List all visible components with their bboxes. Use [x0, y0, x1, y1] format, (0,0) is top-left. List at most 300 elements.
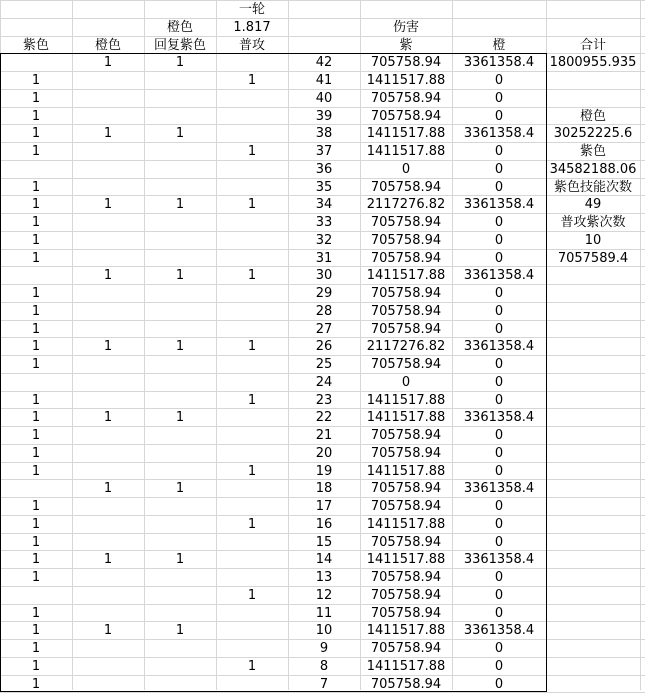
data-cell[interactable]: 3361358.4 — [463, 268, 535, 283]
data-cell[interactable] — [145, 179, 215, 197]
data-cell[interactable]: 1 — [31, 677, 41, 692]
data-cell[interactable]: 1 — [31, 180, 41, 195]
data-cell[interactable]: 705758.94 — [370, 251, 442, 266]
data-cell[interactable]: 1 — [31, 659, 41, 674]
data-cell[interactable]: 705758.94 — [370, 606, 442, 621]
summary-cell[interactable] — [547, 605, 639, 623]
data-cell[interactable]: 10 — [315, 623, 333, 638]
data-cell[interactable] — [145, 143, 215, 161]
data-cell[interactable] — [145, 392, 215, 410]
data-cell[interactable]: 7 — [319, 677, 329, 692]
data-cell[interactable]: 0 — [494, 677, 504, 692]
summary-cell[interactable] — [547, 285, 639, 303]
summary-cell[interactable] — [547, 658, 639, 676]
data-cell[interactable]: 1 — [247, 339, 257, 354]
data-cell[interactable] — [145, 232, 215, 250]
data-cell[interactable]: 1 — [103, 623, 113, 638]
data-cell[interactable] — [217, 108, 287, 126]
data-cell[interactable] — [73, 374, 143, 392]
data-cell[interactable] — [73, 463, 143, 481]
data-cell[interactable] — [217, 250, 287, 268]
data-cell[interactable]: 2117276.82 — [366, 339, 446, 354]
data-cell[interactable]: 1 — [31, 286, 41, 301]
header-cell[interactable]: 紫 — [399, 38, 413, 53]
data-cell[interactable]: 3361358.4 — [463, 623, 535, 638]
data-cell[interactable] — [73, 72, 143, 90]
data-cell[interactable]: 1 — [31, 197, 41, 212]
data-cell[interactable]: 40 — [315, 91, 333, 106]
data-cell[interactable]: 1 — [31, 606, 41, 621]
data-cell[interactable]: 0 — [494, 304, 504, 319]
data-cell[interactable]: 33 — [315, 215, 333, 230]
data-cell[interactable] — [217, 551, 287, 569]
header-cell[interactable]: 伤害 — [392, 20, 419, 35]
summary-cell[interactable] — [547, 321, 639, 339]
data-cell[interactable]: 9 — [319, 641, 329, 656]
summary-cell[interactable] — [547, 90, 639, 108]
summary-cell[interactable]: 7057589.4 — [557, 251, 629, 266]
data-cell[interactable]: 1 — [31, 126, 41, 141]
data-cell[interactable]: 1 — [31, 233, 41, 248]
data-cell[interactable]: 1 — [247, 517, 257, 532]
data-cell[interactable]: 16 — [315, 517, 333, 532]
summary-cell[interactable] — [547, 338, 639, 356]
data-cell[interactable]: 1 — [31, 641, 41, 656]
data-cell[interactable] — [217, 285, 287, 303]
data-cell[interactable]: 1411517.88 — [366, 552, 446, 567]
data-cell[interactable]: 705758.94 — [370, 215, 442, 230]
data-cell[interactable] — [145, 658, 215, 676]
data-cell[interactable]: 1 — [175, 552, 185, 567]
data-cell[interactable] — [217, 303, 287, 321]
data-cell[interactable]: 1 — [31, 393, 41, 408]
data-cell[interactable]: 0 — [494, 659, 504, 674]
data-cell[interactable]: 1 — [31, 91, 41, 106]
data-cell[interactable] — [217, 640, 287, 658]
data-cell[interactable]: 0 — [494, 180, 504, 195]
summary-cell[interactable] — [547, 569, 639, 587]
data-cell[interactable]: 705758.94 — [370, 588, 442, 603]
data-cell[interactable]: 705758.94 — [370, 535, 442, 550]
summary-cell[interactable] — [547, 498, 639, 516]
data-cell[interactable]: 1 — [31, 339, 41, 354]
data-cell[interactable]: 0 — [494, 251, 504, 266]
data-cell[interactable]: 19 — [315, 464, 333, 479]
data-cell[interactable]: 705758.94 — [370, 677, 442, 692]
data-cell[interactable]: 25 — [315, 357, 333, 372]
data-cell[interactable] — [73, 250, 143, 268]
data-cell[interactable]: 34 — [315, 197, 333, 212]
data-cell[interactable] — [217, 161, 287, 179]
data-cell[interactable]: 0 — [494, 499, 504, 514]
data-cell[interactable] — [145, 90, 215, 108]
data-cell[interactable]: 0 — [494, 428, 504, 443]
data-cell[interactable] — [73, 445, 143, 463]
data-cell[interactable]: 0 — [494, 446, 504, 461]
summary-cell[interactable] — [547, 303, 639, 321]
data-cell[interactable]: 1 — [31, 428, 41, 443]
data-cell[interactable]: 1 — [103, 410, 113, 425]
data-cell[interactable] — [73, 321, 143, 339]
summary-cell[interactable] — [547, 72, 639, 90]
data-cell[interactable]: 1 — [103, 339, 113, 354]
data-cell[interactable]: 1 — [31, 304, 41, 319]
summary-cell[interactable] — [547, 392, 639, 410]
data-cell[interactable] — [73, 303, 143, 321]
data-cell[interactable]: 42 — [315, 55, 333, 70]
summary-cell[interactable] — [547, 356, 639, 374]
data-cell[interactable]: 1 — [175, 339, 185, 354]
data-cell[interactable] — [145, 161, 215, 179]
data-cell[interactable]: 705758.94 — [370, 357, 442, 372]
data-cell[interactable]: 1 — [175, 126, 185, 141]
data-cell[interactable]: 0 — [494, 517, 504, 532]
summary-cell[interactable]: 30252225.6 — [553, 126, 633, 141]
data-cell[interactable]: 1 — [31, 517, 41, 532]
header-cell[interactable]: 紫色 — [22, 38, 49, 53]
data-cell[interactable] — [217, 569, 287, 587]
data-cell[interactable] — [73, 658, 143, 676]
data-cell[interactable]: 29 — [315, 286, 333, 301]
data-cell[interactable] — [1, 54, 71, 72]
data-cell[interactable]: 0 — [494, 91, 504, 106]
data-cell[interactable] — [1, 587, 71, 605]
data-cell[interactable] — [73, 143, 143, 161]
data-cell[interactable]: 21 — [315, 428, 333, 443]
data-cell[interactable] — [145, 250, 215, 268]
data-cell[interactable]: 1411517.88 — [366, 464, 446, 479]
data-cell[interactable] — [145, 605, 215, 623]
data-cell[interactable]: 705758.94 — [370, 109, 442, 124]
data-cell[interactable] — [217, 534, 287, 552]
data-cell[interactable] — [145, 569, 215, 587]
data-cell[interactable]: 0 — [401, 162, 411, 177]
data-cell[interactable]: 705758.94 — [370, 641, 442, 656]
data-cell[interactable]: 8 — [319, 659, 329, 674]
data-cell[interactable]: 36 — [315, 162, 333, 177]
data-cell[interactable]: 1411517.88 — [366, 410, 446, 425]
data-cell[interactable]: 705758.94 — [370, 481, 442, 496]
summary-cell[interactable] — [547, 676, 639, 694]
data-cell[interactable]: 1 — [247, 197, 257, 212]
data-cell[interactable]: 1 — [175, 410, 185, 425]
data-cell[interactable]: 1 — [247, 464, 257, 479]
data-cell[interactable] — [217, 356, 287, 374]
data-cell[interactable] — [1, 161, 71, 179]
data-cell[interactable] — [145, 427, 215, 445]
summary-cell[interactable]: 10 — [584, 233, 602, 248]
summary-cell[interactable] — [547, 640, 639, 658]
data-cell[interactable]: 0 — [401, 375, 411, 390]
summary-cell[interactable]: 普攻紫次数 — [560, 215, 626, 230]
header-cell[interactable]: 回复紫色 — [153, 38, 206, 53]
data-cell[interactable]: 1 — [103, 126, 113, 141]
data-cell[interactable] — [145, 374, 215, 392]
data-cell[interactable]: 0 — [494, 233, 504, 248]
data-cell[interactable]: 17 — [315, 499, 333, 514]
data-cell[interactable]: 1 — [31, 410, 41, 425]
data-cell[interactable]: 1 — [247, 393, 257, 408]
header-cell[interactable]: 一轮 — [238, 2, 265, 17]
data-cell[interactable]: 0 — [494, 162, 504, 177]
data-cell[interactable] — [145, 463, 215, 481]
data-cell[interactable] — [145, 321, 215, 339]
data-cell[interactable] — [145, 640, 215, 658]
data-cell[interactable] — [145, 676, 215, 694]
data-cell[interactable] — [1, 480, 71, 498]
data-cell[interactable]: 3361358.4 — [463, 126, 535, 141]
data-cell[interactable]: 1 — [31, 570, 41, 585]
data-cell[interactable]: 1 — [31, 215, 41, 230]
summary-cell[interactable]: 1800955.935 — [549, 55, 637, 70]
data-cell[interactable] — [217, 232, 287, 250]
data-cell[interactable]: 0 — [494, 641, 504, 656]
summary-cell[interactable] — [547, 516, 639, 534]
data-cell[interactable] — [145, 214, 215, 232]
data-cell[interactable] — [73, 108, 143, 126]
data-cell[interactable] — [145, 72, 215, 90]
data-cell[interactable]: 37 — [315, 144, 333, 159]
summary-cell[interactable] — [547, 587, 639, 605]
data-cell[interactable] — [1, 374, 71, 392]
data-cell[interactable]: 30 — [315, 268, 333, 283]
data-cell[interactable]: 13 — [315, 570, 333, 585]
data-cell[interactable]: 15 — [315, 535, 333, 550]
data-cell[interactable]: 1 — [175, 55, 185, 70]
summary-cell[interactable] — [547, 463, 639, 481]
data-cell[interactable]: 35 — [315, 180, 333, 195]
data-cell[interactable]: 1 — [103, 552, 113, 567]
data-cell[interactable]: 705758.94 — [370, 428, 442, 443]
summary-cell[interactable] — [547, 445, 639, 463]
data-cell[interactable] — [73, 232, 143, 250]
summary-cell[interactable]: 紫色 — [579, 144, 606, 159]
data-cell[interactable]: 1 — [31, 499, 41, 514]
data-cell[interactable] — [73, 569, 143, 587]
data-cell[interactable]: 1411517.88 — [366, 659, 446, 674]
header-cell[interactable]: 橙色 — [94, 38, 121, 53]
summary-cell[interactable] — [547, 374, 639, 392]
data-cell[interactable]: 705758.94 — [370, 233, 442, 248]
summary-cell[interactable] — [547, 534, 639, 552]
data-cell[interactable]: 27 — [315, 322, 333, 337]
data-cell[interactable]: 705758.94 — [370, 570, 442, 585]
data-cell[interactable]: 22 — [315, 410, 333, 425]
data-cell[interactable]: 1 — [175, 481, 185, 496]
data-cell[interactable]: 1 — [31, 251, 41, 266]
data-cell[interactable] — [73, 285, 143, 303]
summary-cell[interactable]: 34582188.06 — [549, 162, 637, 177]
data-cell[interactable]: 705758.94 — [370, 91, 442, 106]
data-cell[interactable]: 28 — [315, 304, 333, 319]
data-cell[interactable]: 39 — [315, 109, 333, 124]
data-cell[interactable]: 3361358.4 — [463, 552, 535, 567]
data-cell[interactable] — [73, 498, 143, 516]
data-cell[interactable]: 0 — [494, 464, 504, 479]
data-cell[interactable]: 1 — [247, 588, 257, 603]
data-cell[interactable]: 1 — [31, 73, 41, 88]
data-cell[interactable]: 1 — [103, 481, 113, 496]
header-cell[interactable]: 橙 — [492, 38, 506, 53]
data-cell[interactable] — [145, 285, 215, 303]
data-cell[interactable]: 14 — [315, 552, 333, 567]
data-cell[interactable] — [217, 409, 287, 427]
data-cell[interactable]: 0 — [494, 375, 504, 390]
data-cell[interactable] — [145, 108, 215, 126]
data-cell[interactable]: 0 — [494, 286, 504, 301]
data-cell[interactable]: 0 — [494, 393, 504, 408]
data-cell[interactable]: 1411517.88 — [366, 73, 446, 88]
data-cell[interactable]: 705758.94 — [370, 180, 442, 195]
data-cell[interactable] — [217, 427, 287, 445]
data-cell[interactable]: 1411517.88 — [366, 126, 446, 141]
data-cell[interactable] — [217, 90, 287, 108]
data-cell[interactable]: 3361358.4 — [463, 410, 535, 425]
data-cell[interactable] — [217, 179, 287, 197]
data-cell[interactable]: 1411517.88 — [366, 393, 446, 408]
summary-cell[interactable] — [547, 267, 639, 285]
data-cell[interactable] — [217, 605, 287, 623]
data-cell[interactable]: 3361358.4 — [463, 55, 535, 70]
summary-cell[interactable] — [547, 480, 639, 498]
data-cell[interactable]: 0 — [494, 144, 504, 159]
data-cell[interactable]: 38 — [315, 126, 333, 141]
data-cell[interactable]: 0 — [494, 606, 504, 621]
data-cell[interactable]: 705758.94 — [370, 286, 442, 301]
summary-cell[interactable] — [547, 551, 639, 569]
summary-cell[interactable]: 49 — [584, 197, 602, 212]
data-cell[interactable]: 1 — [31, 535, 41, 550]
data-cell[interactable]: 32 — [315, 233, 333, 248]
data-cell[interactable] — [73, 90, 143, 108]
header-cell[interactable]: 橙色 — [166, 20, 193, 35]
data-cell[interactable]: 705758.94 — [370, 304, 442, 319]
data-cell[interactable]: 1 — [103, 197, 113, 212]
data-cell[interactable]: 3361358.4 — [463, 197, 535, 212]
data-cell[interactable]: 1 — [31, 623, 41, 638]
header-cell[interactable]: 普攻 — [238, 38, 265, 53]
data-cell[interactable]: 24 — [315, 375, 333, 390]
data-cell[interactable] — [217, 54, 287, 72]
data-cell[interactable]: 1 — [247, 268, 257, 283]
data-cell[interactable]: 1 — [247, 659, 257, 674]
data-cell[interactable] — [73, 676, 143, 694]
data-cell[interactable]: 0 — [494, 215, 504, 230]
data-cell[interactable]: 705758.94 — [370, 322, 442, 337]
data-cell[interactable]: 2117276.82 — [366, 197, 446, 212]
data-cell[interactable] — [145, 587, 215, 605]
data-cell[interactable]: 1 — [247, 73, 257, 88]
data-cell[interactable] — [73, 640, 143, 658]
summary-cell[interactable]: 紫色技能次数 — [553, 180, 632, 195]
data-cell[interactable] — [1, 267, 71, 285]
data-cell[interactable]: 31 — [315, 251, 333, 266]
data-cell[interactable] — [145, 356, 215, 374]
data-cell[interactable] — [73, 356, 143, 374]
data-cell[interactable]: 0 — [494, 109, 504, 124]
data-cell[interactable]: 0 — [494, 535, 504, 550]
data-cell[interactable] — [217, 622, 287, 640]
data-cell[interactable]: 0 — [494, 570, 504, 585]
data-cell[interactable]: 0 — [494, 73, 504, 88]
data-cell[interactable]: 12 — [315, 588, 333, 603]
data-cell[interactable]: 3361358.4 — [463, 339, 535, 354]
data-cell[interactable]: 1 — [31, 446, 41, 461]
header-cell[interactable]: 合计 — [579, 38, 606, 53]
data-cell[interactable]: 1 — [31, 464, 41, 479]
data-cell[interactable] — [145, 498, 215, 516]
data-cell[interactable] — [217, 125, 287, 143]
grid-row-line — [0, 0, 645, 1]
data-cell[interactable]: 1 — [31, 109, 41, 124]
data-cell[interactable] — [217, 676, 287, 694]
data-cell[interactable] — [217, 498, 287, 516]
summary-cell[interactable] — [547, 409, 639, 427]
data-cell[interactable]: 18 — [315, 481, 333, 496]
header-cell[interactable]: 1.817 — [233, 20, 271, 35]
data-cell[interactable] — [73, 605, 143, 623]
data-cell[interactable]: 705758.94 — [370, 55, 442, 70]
data-cell[interactable]: 26 — [315, 339, 333, 354]
data-cell[interactable]: 1411517.88 — [366, 268, 446, 283]
data-cell[interactable]: 41 — [315, 73, 333, 88]
data-cell[interactable]: 705758.94 — [370, 446, 442, 461]
data-cell[interactable] — [73, 161, 143, 179]
data-cell[interactable] — [73, 587, 143, 605]
data-cell[interactable] — [217, 480, 287, 498]
data-cell[interactable] — [145, 534, 215, 552]
summary-cell[interactable]: 橙色 — [579, 109, 606, 124]
data-cell[interactable] — [73, 516, 143, 534]
data-cell[interactable]: 705758.94 — [370, 499, 442, 514]
data-cell[interactable]: 1411517.88 — [366, 517, 446, 532]
data-cell[interactable] — [217, 445, 287, 463]
data-cell[interactable] — [145, 445, 215, 463]
data-cell[interactable] — [73, 392, 143, 410]
data-cell[interactable] — [217, 374, 287, 392]
data-cell[interactable]: 1411517.88 — [366, 623, 446, 638]
data-cell[interactable] — [217, 214, 287, 232]
summary-cell[interactable] — [547, 622, 639, 640]
data-cell[interactable]: 1 — [31, 552, 41, 567]
data-cell[interactable]: 1 — [31, 144, 41, 159]
data-cell[interactable]: 0 — [494, 322, 504, 337]
data-cell[interactable]: 11 — [315, 606, 333, 621]
data-cell[interactable]: 1 — [247, 144, 257, 159]
data-cell[interactable] — [73, 427, 143, 445]
data-cell[interactable]: 20 — [315, 446, 333, 461]
data-cell[interactable] — [73, 214, 143, 232]
data-cell[interactable] — [145, 303, 215, 321]
data-cell[interactable]: 3361358.4 — [463, 481, 535, 496]
data-cell[interactable]: 1 — [31, 357, 41, 372]
data-cell[interactable] — [145, 516, 215, 534]
data-cell[interactable]: 1 — [31, 322, 41, 337]
data-cell[interactable]: 0 — [494, 588, 504, 603]
data-cell[interactable] — [217, 321, 287, 339]
data-cell[interactable]: 1411517.88 — [366, 144, 446, 159]
data-cell[interactable] — [73, 534, 143, 552]
data-cell[interactable]: 1 — [103, 268, 113, 283]
data-cell[interactable] — [73, 179, 143, 197]
data-cell[interactable]: 1 — [175, 623, 185, 638]
data-cell[interactable]: 1 — [175, 268, 185, 283]
data-cell[interactable]: 1 — [175, 197, 185, 212]
data-cell[interactable]: 23 — [315, 393, 333, 408]
summary-cell[interactable] — [547, 427, 639, 445]
data-cell[interactable]: 0 — [494, 357, 504, 372]
data-cell[interactable]: 1 — [103, 55, 113, 70]
